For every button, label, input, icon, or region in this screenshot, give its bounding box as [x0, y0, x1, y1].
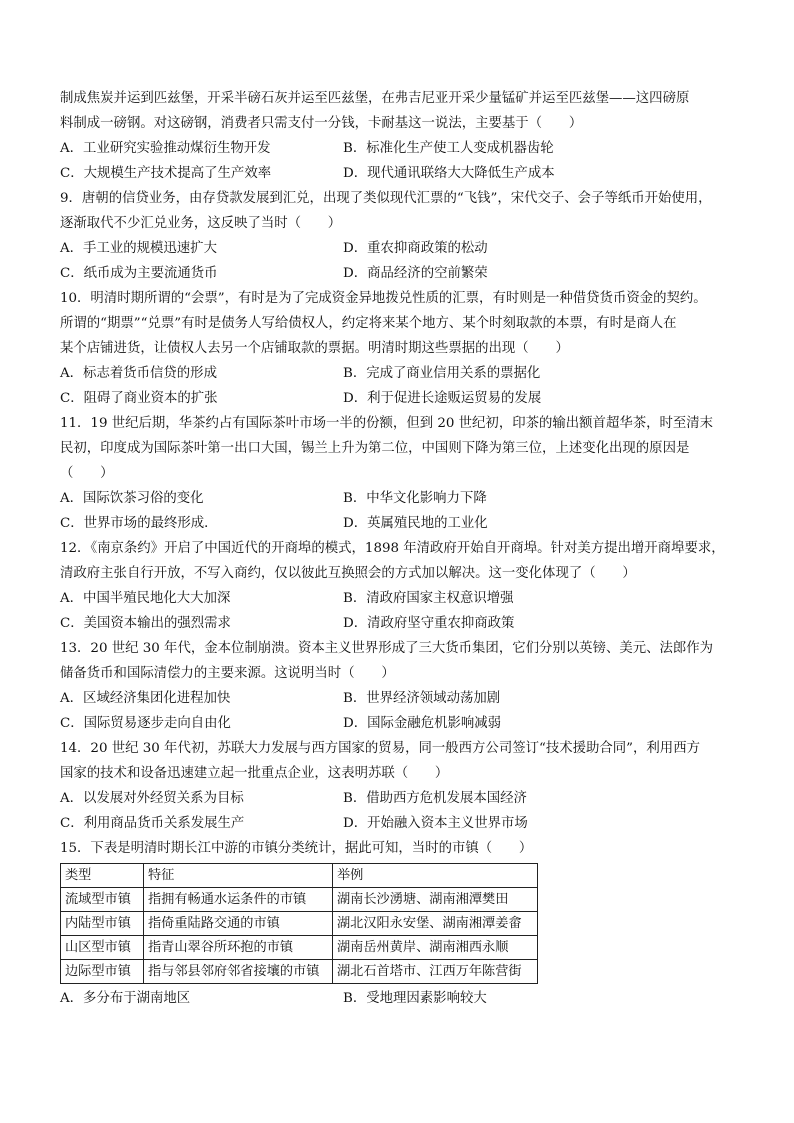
option-b[interactable]: B．中华文化影响力下降 [343, 491, 487, 506]
option-d[interactable]: D．利于促进长途贩运贸易的发展 [343, 391, 542, 406]
question-stem-line: 13．20 世纪 30 年代，金本位制崩溃。资本主义世界形成了三大货币集团，它们分别以英镑、美元、法郎作为 [60, 641, 714, 656]
option-a[interactable]: A．手工业的规模迅速扩大 [60, 241, 217, 256]
option-b[interactable]: D．重农抑商政策的松动 [343, 241, 488, 256]
table-cell: 湖南长沙湧塘、湖南湘潭樊田 [333, 888, 538, 912]
table-cell: 边际型市镇 [61, 960, 144, 984]
question-stem-line: 所谓的“期票”“兑票”有时是债务人写给债权人，约定将来某个地方、某个时刻取款的本票，有时是商人在 [60, 316, 677, 331]
table-cell: 流域型市镇 [61, 888, 144, 912]
question-8-continuation [60, 86, 750, 186]
table-header-row [61, 864, 538, 888]
exam-page [60, 86, 750, 1011]
options-row [60, 361, 750, 386]
question-stem-line: 制成焦炭并运到匹兹堡，开采半磅石灰并运至匹兹堡，在弗吉尼亚开采少量锰矿并运至匹兹堡——这四磅原 [60, 91, 690, 106]
table-cell: 指倚重陆路交通的市镇 [144, 912, 333, 936]
options-row [60, 611, 750, 636]
table-cell: 指拥有畅通水运条件的市镇 [144, 888, 333, 912]
question-14 [60, 736, 750, 836]
option-a[interactable]: A．区域经济集团化进程加快 [60, 691, 231, 706]
question-stem-line: 料制成一磅钢。对这磅钢，消费者只需支付一分钱，卡耐基这一说法，主要基于（ ） [60, 116, 583, 131]
options-row [60, 786, 750, 811]
question-stem-line: 12．《南京条约》开启了中国近代的开商埠的模式，1898 年清政府开始自开商埠。针对美方提出增开商埠要求， [60, 541, 725, 556]
option-d[interactable]: D．英属殖民地的工业化 [343, 516, 488, 531]
table-row [61, 912, 538, 936]
option-d[interactable]: D．清政府坚守重农抑商政策 [343, 616, 515, 631]
option-b[interactable]: B．标准化生产使工人变成机器齿轮 [343, 141, 554, 156]
table-cell: 指青山翠谷所环抱的市镇 [144, 936, 333, 960]
table-cell: 山区型市镇 [61, 936, 144, 960]
option-c[interactable]: C．纸币成为主要流通货币 [60, 266, 218, 281]
question-stem-line: （ ） [60, 466, 114, 481]
options-row [60, 511, 750, 536]
question-stem-line: 14．20 世纪 30 年代初，苏联大力发展与西方国家的贸易，同一般西方公司签订“技术援助合同”，利用西方 [60, 741, 700, 756]
option-c[interactable]: C．大规模生产技术提高了生产效率 [60, 166, 272, 181]
table-cell: 内陆型市镇 [61, 912, 144, 936]
question-stem-line: 清政府主张自行开放，不写入商约，仅以彼此互换照会的方式加以解决。这一变化体现了（ ） [60, 566, 636, 581]
question-stem-line: 储备货币和国际清偿力的主要来源。这说明当时（ ） [60, 666, 395, 681]
question-13 [60, 636, 750, 736]
options-row [60, 986, 750, 1011]
question-stem-line: 某个店铺进货，让债权人去另一个店铺取款的票据。明清时期这些票据的出现（ ） [60, 341, 569, 356]
option-a[interactable]: A．以发展对外经贸关系为目标 [60, 791, 244, 806]
question-stem-line: 11．19 世纪后期，华茶约占有国际茶叶市场一半的份额，但到 20 世纪初，印茶的输出额首超华茶，时至清末 [60, 416, 714, 431]
question-stem-line: 10．明清时期所谓的“会票”，有时是为了完成资金异地拨兑性质的汇票，有时则是一种借贷货币资金的契约。 [60, 291, 707, 306]
options-row [60, 386, 750, 411]
option-a[interactable]: A．标志着货币信贷的形成 [60, 366, 217, 381]
option-d[interactable]: D．国际金融危机影响减弱 [343, 716, 502, 731]
table-row [61, 888, 538, 912]
option-a[interactable]: A．国际饮茶习俗的变化 [60, 491, 204, 506]
option-a[interactable]: A．多分布于湖南地区 [60, 991, 191, 1006]
table-cell: 湖北石首塔市、江西万年陈营街 [333, 960, 538, 984]
question-11 [60, 411, 750, 536]
options-row [60, 486, 750, 511]
table-cell: 指与邻县邻府邻省接壤的市镇 [144, 960, 333, 984]
option-c[interactable]: C．世界市场的最终形成． [60, 516, 218, 531]
option-d[interactable]: D．开始融入资本主义世界市场 [343, 816, 528, 831]
option-b[interactable]: B．受地理因素影响较大 [343, 991, 487, 1006]
question-10 [60, 286, 750, 411]
question-stem-line: 国家的技术和设备迅速建立起一批重点企业，这表明苏联（ ） [60, 766, 449, 781]
table-row [61, 960, 538, 984]
table-header-cell: 特征 [144, 864, 333, 888]
question-stem-line: 9．唐朝的信贷业务，由存贷款发展到汇兑，出现了类似现代汇票的“飞钱”，宋代交子、会子等纸币开始使用， [60, 191, 712, 206]
option-a[interactable]: A．中国半殖民地化大大加深 [60, 591, 231, 606]
question-stem-line: 逐渐取代不少汇兑业务，这反映了当时（ ） [60, 216, 342, 231]
option-b[interactable]: B．世界经济领域动荡加剧 [343, 691, 501, 706]
question-12 [60, 536, 750, 636]
option-a[interactable]: A．工业研究实验推动煤衍生物开发 [60, 141, 271, 156]
option-c[interactable]: C．利用商品货币关系发展生产 [60, 816, 245, 831]
options-row [60, 811, 750, 836]
options-row [60, 161, 750, 186]
option-c[interactable]: C．阻碍了商业资本的扩张 [60, 391, 218, 406]
options-row [60, 261, 750, 286]
question-stem-line: 15．下表是明清时期长江中游的市镇分类统计，据此可知，当时的市镇（ ） [60, 841, 533, 856]
table-header-cell: 类型 [61, 864, 144, 888]
table-cell: 湖南岳州黄岸、湖南湘西永顺 [333, 936, 538, 960]
options-row [60, 136, 750, 161]
options-row [60, 236, 750, 261]
table-header-cell: 举例 [333, 864, 538, 888]
option-c[interactable]: C．国际贸易逐步走向自由化 [60, 716, 231, 731]
option-c[interactable]: C．美国资本输出的强烈需求 [60, 616, 231, 631]
option-d[interactable]: D．现代通讯联络大大降低生产成本 [343, 166, 555, 181]
table-cell: 湖北汉阳永安堡、湖南湘潭姜畲 [333, 912, 538, 936]
option-b[interactable]: B．完成了商业信用关系的票据化 [343, 366, 541, 381]
options-row [60, 686, 750, 711]
question-15 [60, 836, 750, 1011]
market-town-table [60, 863, 538, 984]
option-d[interactable]: D．商品经济的空前繁荣 [343, 266, 488, 281]
options-row [60, 586, 750, 611]
option-b[interactable]: B．借助西方危机发展本国经济 [343, 791, 527, 806]
table-row [61, 936, 538, 960]
question-stem-line: 民初，印度成为国际茶叶第一出口大国，锡兰上升为第二位，中国则下降为第三位，上述变化出现的原因是 [60, 441, 690, 456]
question-9 [60, 186, 750, 286]
option-b[interactable]: B．清政府国家主权意识增强 [343, 591, 514, 606]
options-row [60, 711, 750, 736]
